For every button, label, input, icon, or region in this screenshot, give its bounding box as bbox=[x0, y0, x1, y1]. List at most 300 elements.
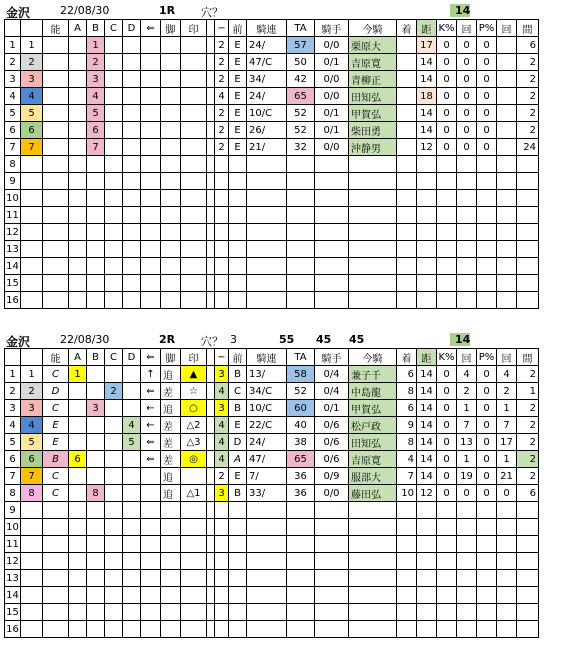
interval-cell bbox=[517, 502, 539, 519]
column-header: TA bbox=[287, 20, 315, 37]
style-cell bbox=[161, 173, 181, 190]
jockey-ren bbox=[247, 275, 287, 292]
jockey-record: 0/0 bbox=[315, 88, 349, 105]
ability-cell: C bbox=[43, 485, 69, 502]
col-d bbox=[123, 400, 141, 417]
col-d bbox=[123, 468, 141, 485]
waku-number: 7 bbox=[21, 468, 43, 485]
arrow-cell bbox=[141, 292, 161, 309]
count-cell-2 bbox=[497, 156, 517, 173]
table-row bbox=[5, 54, 539, 71]
waku-number bbox=[21, 258, 43, 275]
col-a bbox=[69, 502, 87, 519]
mark-cell bbox=[181, 570, 207, 587]
mark-cell bbox=[181, 37, 207, 54]
k-pct: 0 bbox=[437, 71, 457, 88]
jockey-record bbox=[315, 536, 349, 553]
jockey-ren: 24/ bbox=[247, 37, 287, 54]
table-row bbox=[5, 224, 539, 241]
column-header: 今騎 bbox=[349, 20, 397, 37]
col-b bbox=[87, 383, 105, 400]
waku-number: 6 bbox=[21, 451, 43, 468]
arrow-cell: ⇐ bbox=[141, 451, 161, 468]
style-cell bbox=[161, 224, 181, 241]
pace-cell bbox=[215, 604, 229, 621]
jockey-name bbox=[349, 536, 397, 553]
k-pct bbox=[437, 207, 457, 224]
jockey-record bbox=[315, 156, 349, 173]
column-header: 騎連 bbox=[247, 20, 287, 37]
style-cell bbox=[161, 292, 181, 309]
race-number: 2R bbox=[159, 333, 176, 346]
ta-cell: 52 bbox=[287, 383, 315, 400]
spacer bbox=[207, 366, 215, 383]
column-header: 能 bbox=[43, 20, 69, 37]
k-pct bbox=[437, 621, 457, 638]
p-pct bbox=[477, 621, 497, 638]
interval-cell bbox=[517, 156, 539, 173]
finish-cell: 8 bbox=[397, 383, 417, 400]
position-cell bbox=[229, 241, 247, 258]
distance-cell: 14 bbox=[417, 366, 437, 383]
jockey-record: 0/1 bbox=[315, 400, 349, 417]
ability-cell bbox=[43, 207, 69, 224]
style-cell bbox=[161, 105, 181, 122]
jockey-name bbox=[349, 224, 397, 241]
style-cell bbox=[161, 88, 181, 105]
column-header: D bbox=[123, 349, 141, 366]
waku-number: 1 bbox=[21, 366, 43, 383]
interval-cell: 2 bbox=[517, 105, 539, 122]
race-date: 22/08/30 bbox=[60, 333, 110, 346]
position-cell: E bbox=[229, 122, 247, 139]
row-number: 7 bbox=[5, 139, 21, 156]
col-a bbox=[69, 468, 87, 485]
p-pct bbox=[477, 207, 497, 224]
jockey-ren bbox=[247, 604, 287, 621]
position-cell bbox=[229, 604, 247, 621]
count-cell-2 bbox=[497, 37, 517, 54]
col-d bbox=[123, 570, 141, 587]
jockey-record bbox=[315, 587, 349, 604]
row-number: 11 bbox=[5, 207, 21, 224]
arrow-cell bbox=[141, 241, 161, 258]
jockey-record: 0/1 bbox=[315, 122, 349, 139]
p-pct bbox=[477, 292, 497, 309]
column-header: 印 bbox=[181, 20, 207, 37]
finish-cell bbox=[397, 122, 417, 139]
spacer bbox=[207, 553, 215, 570]
jockey-record bbox=[315, 241, 349, 258]
col-d bbox=[123, 224, 141, 241]
row-number: 15 bbox=[5, 604, 21, 621]
col-d bbox=[123, 485, 141, 502]
col-b bbox=[87, 553, 105, 570]
ability-cell: E bbox=[43, 434, 69, 451]
count-cell bbox=[457, 604, 477, 621]
count-cell-2 bbox=[497, 224, 517, 241]
interval-cell bbox=[517, 241, 539, 258]
col-a: 6 bbox=[69, 451, 87, 468]
col-a bbox=[69, 173, 87, 190]
column-header: 前 bbox=[229, 20, 247, 37]
jockey-name bbox=[349, 241, 397, 258]
count-cell: 0 bbox=[457, 71, 477, 88]
count-cell-2 bbox=[497, 536, 517, 553]
arrow-cell bbox=[141, 570, 161, 587]
col-d bbox=[123, 604, 141, 621]
col-d bbox=[123, 366, 141, 383]
distance-cell: 14 bbox=[417, 434, 437, 451]
ta-cell: 42 bbox=[287, 71, 315, 88]
col-a bbox=[69, 434, 87, 451]
mark-cell bbox=[181, 275, 207, 292]
ability-cell bbox=[43, 224, 69, 241]
count-cell-2 bbox=[497, 241, 517, 258]
row-number: 9 bbox=[5, 502, 21, 519]
finish-cell: 4 bbox=[397, 451, 417, 468]
col-d bbox=[123, 54, 141, 71]
finish-cell: 7 bbox=[397, 468, 417, 485]
col-a bbox=[69, 621, 87, 638]
jockey-record bbox=[315, 604, 349, 621]
style-cell bbox=[161, 241, 181, 258]
k-pct bbox=[437, 292, 457, 309]
interval-cell: 2 bbox=[517, 88, 539, 105]
col-b bbox=[87, 224, 105, 241]
col-a: 1 bbox=[69, 366, 87, 383]
waku-number bbox=[21, 173, 43, 190]
col-b bbox=[87, 604, 105, 621]
arrow-cell bbox=[141, 71, 161, 88]
count-cell-2 bbox=[497, 258, 517, 275]
finish-cell bbox=[397, 190, 417, 207]
col-a bbox=[69, 224, 87, 241]
jockey-record bbox=[315, 621, 349, 638]
jockey-record: 0/6 bbox=[315, 451, 349, 468]
p-pct: 0 bbox=[477, 105, 497, 122]
pace-cell: 2 bbox=[215, 468, 229, 485]
arrow-cell bbox=[141, 88, 161, 105]
spacer bbox=[207, 275, 215, 292]
row-number: 6 bbox=[5, 122, 21, 139]
count-cell-2 bbox=[497, 173, 517, 190]
p-pct: 0 bbox=[477, 485, 497, 502]
interval-cell bbox=[517, 224, 539, 241]
waku-number bbox=[21, 570, 43, 587]
header-row bbox=[5, 20, 539, 37]
jockey-ren: 24/ bbox=[247, 434, 287, 451]
k-pct: 0 bbox=[437, 485, 457, 502]
ability-cell bbox=[43, 604, 69, 621]
spacer bbox=[207, 292, 215, 309]
jockey-record bbox=[315, 224, 349, 241]
jockey-record: 0/0 bbox=[315, 485, 349, 502]
col-d bbox=[123, 553, 141, 570]
finish-cell bbox=[397, 156, 417, 173]
row-number: 3 bbox=[5, 400, 21, 417]
mark-cell bbox=[181, 224, 207, 241]
jockey-name bbox=[349, 207, 397, 224]
distance-cell bbox=[417, 275, 437, 292]
position-cell: C bbox=[229, 383, 247, 400]
style-cell: 追 bbox=[161, 485, 181, 502]
spacer bbox=[207, 54, 215, 71]
col-b bbox=[87, 207, 105, 224]
spacer bbox=[207, 536, 215, 553]
k-pct: 0 bbox=[437, 37, 457, 54]
ability-cell bbox=[43, 258, 69, 275]
count-cell bbox=[457, 275, 477, 292]
count-cell bbox=[457, 224, 477, 241]
finish-cell bbox=[397, 37, 417, 54]
col-b bbox=[87, 417, 105, 434]
arrow-cell bbox=[141, 468, 161, 485]
row-number: 11 bbox=[5, 536, 21, 553]
count-cell-2 bbox=[497, 71, 517, 88]
pace-cell: 4 bbox=[215, 88, 229, 105]
finish-cell bbox=[397, 54, 417, 71]
distance-cell: 14 bbox=[417, 383, 437, 400]
arrow-cell bbox=[141, 258, 161, 275]
waku-number bbox=[21, 536, 43, 553]
col-a bbox=[69, 156, 87, 173]
table-row bbox=[5, 71, 539, 88]
jockey-name: 吉原寛 bbox=[349, 54, 397, 71]
mark-cell: ○ bbox=[181, 400, 207, 417]
distance-cell bbox=[417, 292, 437, 309]
column-header bbox=[207, 20, 215, 37]
ta-cell: 60 bbox=[287, 400, 315, 417]
col-b: 7 bbox=[87, 139, 105, 156]
col-c bbox=[105, 468, 123, 485]
spacer bbox=[207, 417, 215, 434]
count-cell-2: 4 bbox=[497, 366, 517, 383]
jockey-record bbox=[315, 519, 349, 536]
position-cell bbox=[229, 224, 247, 241]
spacer bbox=[207, 400, 215, 417]
jockey-ren: 10/C bbox=[247, 105, 287, 122]
row-number: 14 bbox=[5, 587, 21, 604]
p-pct: 0 bbox=[477, 71, 497, 88]
table-row bbox=[5, 190, 539, 207]
col-b: 2 bbox=[87, 54, 105, 71]
table-row bbox=[5, 434, 539, 451]
count-cell-2 bbox=[497, 604, 517, 621]
distance-cell bbox=[417, 207, 437, 224]
distance-cell bbox=[417, 553, 437, 570]
distance-cell bbox=[417, 621, 437, 638]
arrow-cell bbox=[141, 519, 161, 536]
ta-cell: 36 bbox=[287, 485, 315, 502]
interval-cell: 2 bbox=[517, 468, 539, 485]
table-row bbox=[5, 173, 539, 190]
position-cell: E bbox=[229, 417, 247, 434]
count-cell-2: 0 bbox=[497, 485, 517, 502]
finish-cell: 6 bbox=[397, 366, 417, 383]
count-cell: 0 bbox=[457, 485, 477, 502]
stat-x1: 55 bbox=[279, 333, 295, 346]
k-pct: 0 bbox=[437, 122, 457, 139]
jockey-ren bbox=[247, 587, 287, 604]
jockey-record: 0/0 bbox=[315, 37, 349, 54]
jockey-record: 0/1 bbox=[315, 54, 349, 71]
style-cell bbox=[161, 621, 181, 638]
k-pct: 0 bbox=[437, 400, 457, 417]
pace-cell bbox=[215, 275, 229, 292]
ability-cell: E bbox=[43, 417, 69, 434]
race-table-1 bbox=[4, 19, 539, 309]
jockey-name: 中島龍 bbox=[349, 383, 397, 400]
row-number: 12 bbox=[5, 224, 21, 241]
arrow-cell bbox=[141, 173, 161, 190]
col-d bbox=[123, 621, 141, 638]
count-cell: 0 bbox=[457, 122, 477, 139]
count-cell-2: 7 bbox=[497, 417, 517, 434]
ability-cell bbox=[43, 519, 69, 536]
style-cell bbox=[161, 275, 181, 292]
count-cell bbox=[457, 173, 477, 190]
ability-cell bbox=[43, 139, 69, 156]
column-header bbox=[21, 20, 43, 37]
interval-cell bbox=[517, 207, 539, 224]
ability-cell bbox=[43, 536, 69, 553]
col-a bbox=[69, 604, 87, 621]
jockey-ren: 47/C bbox=[247, 54, 287, 71]
waku-number: 4 bbox=[21, 88, 43, 105]
count-cell-2 bbox=[497, 621, 517, 638]
arrow-cell bbox=[141, 190, 161, 207]
stat-x3: 45 bbox=[349, 333, 365, 346]
jockey-ren bbox=[247, 241, 287, 258]
ability-cell: B bbox=[43, 451, 69, 468]
col-c bbox=[105, 224, 123, 241]
distance-cell bbox=[417, 519, 437, 536]
column-header: 脚 bbox=[161, 20, 181, 37]
p-pct bbox=[477, 502, 497, 519]
count-cell bbox=[457, 553, 477, 570]
col-b bbox=[87, 519, 105, 536]
p-pct: 0 bbox=[477, 400, 497, 417]
spacer bbox=[207, 485, 215, 502]
table-row bbox=[5, 417, 539, 434]
mark-cell bbox=[181, 54, 207, 71]
count-cell: 1 bbox=[457, 400, 477, 417]
col-c bbox=[105, 88, 123, 105]
col-a bbox=[69, 417, 87, 434]
ability-cell: C bbox=[43, 366, 69, 383]
jockey-name: 吉原寛 bbox=[349, 451, 397, 468]
distance-cell: 14 bbox=[417, 468, 437, 485]
col-a bbox=[69, 587, 87, 604]
count-cell-2: 1 bbox=[497, 400, 517, 417]
distance-cell bbox=[417, 241, 437, 258]
table-row bbox=[5, 105, 539, 122]
jockey-record bbox=[315, 173, 349, 190]
spacer bbox=[207, 570, 215, 587]
p-pct: 0 bbox=[477, 37, 497, 54]
race-sheet-2 bbox=[4, 331, 574, 638]
p-pct bbox=[477, 275, 497, 292]
mark-cell bbox=[181, 621, 207, 638]
jockey-ren: 33/ bbox=[247, 485, 287, 502]
finish-cell: 6 bbox=[397, 400, 417, 417]
col-d bbox=[123, 383, 141, 400]
interval-cell: 6 bbox=[517, 37, 539, 54]
pace-cell bbox=[215, 570, 229, 587]
col-c bbox=[105, 258, 123, 275]
table-row bbox=[5, 604, 539, 621]
col-c bbox=[105, 536, 123, 553]
distance-badge: 14 bbox=[450, 4, 470, 17]
k-pct: 0 bbox=[437, 434, 457, 451]
table-row bbox=[5, 570, 539, 587]
pace-cell bbox=[215, 292, 229, 309]
ability-cell bbox=[43, 54, 69, 71]
pace-cell: 4 bbox=[215, 434, 229, 451]
waku-number: 5 bbox=[21, 434, 43, 451]
waku-number: 8 bbox=[21, 485, 43, 502]
waku-number bbox=[21, 241, 43, 258]
col-a bbox=[69, 54, 87, 71]
jockey-name: 栗原大 bbox=[349, 37, 397, 54]
mark-cell bbox=[181, 71, 207, 88]
mark-cell bbox=[181, 536, 207, 553]
venue-label: 金沢 bbox=[6, 335, 31, 349]
column-header: 着 bbox=[397, 349, 417, 366]
jockey-ren bbox=[247, 207, 287, 224]
jockey-ren bbox=[247, 621, 287, 638]
table-row bbox=[5, 519, 539, 536]
col-b bbox=[87, 366, 105, 383]
count-cell-2: 1 bbox=[497, 451, 517, 468]
position-cell bbox=[229, 258, 247, 275]
row-number: 2 bbox=[5, 54, 21, 71]
distance-cell: 14 bbox=[417, 451, 437, 468]
interval-cell: 2 bbox=[517, 54, 539, 71]
interval-cell bbox=[517, 604, 539, 621]
finish-cell bbox=[397, 553, 417, 570]
count-cell: 1 bbox=[457, 451, 477, 468]
jockey-name: 兼子千 bbox=[349, 366, 397, 383]
p-pct: 0 bbox=[477, 434, 497, 451]
col-a bbox=[69, 400, 87, 417]
count-cell-2 bbox=[497, 122, 517, 139]
col-c bbox=[105, 190, 123, 207]
arrow-cell bbox=[141, 224, 161, 241]
k-pct bbox=[437, 587, 457, 604]
row-number: 4 bbox=[5, 88, 21, 105]
col-d bbox=[123, 275, 141, 292]
col-b bbox=[87, 621, 105, 638]
column-header: 前 bbox=[229, 349, 247, 366]
count-cell: 0 bbox=[457, 88, 477, 105]
col-c bbox=[105, 292, 123, 309]
p-pct bbox=[477, 604, 497, 621]
mark-cell bbox=[181, 190, 207, 207]
jockey-record: 0/9 bbox=[315, 468, 349, 485]
jockey-record: 0/4 bbox=[315, 383, 349, 400]
pace-cell bbox=[215, 621, 229, 638]
interval-cell bbox=[517, 536, 539, 553]
count-cell-2 bbox=[497, 139, 517, 156]
interval-cell bbox=[517, 173, 539, 190]
ability-cell bbox=[43, 173, 69, 190]
col-c bbox=[105, 207, 123, 224]
mark-cell bbox=[181, 587, 207, 604]
ability-cell: C bbox=[43, 400, 69, 417]
waku-number bbox=[21, 292, 43, 309]
